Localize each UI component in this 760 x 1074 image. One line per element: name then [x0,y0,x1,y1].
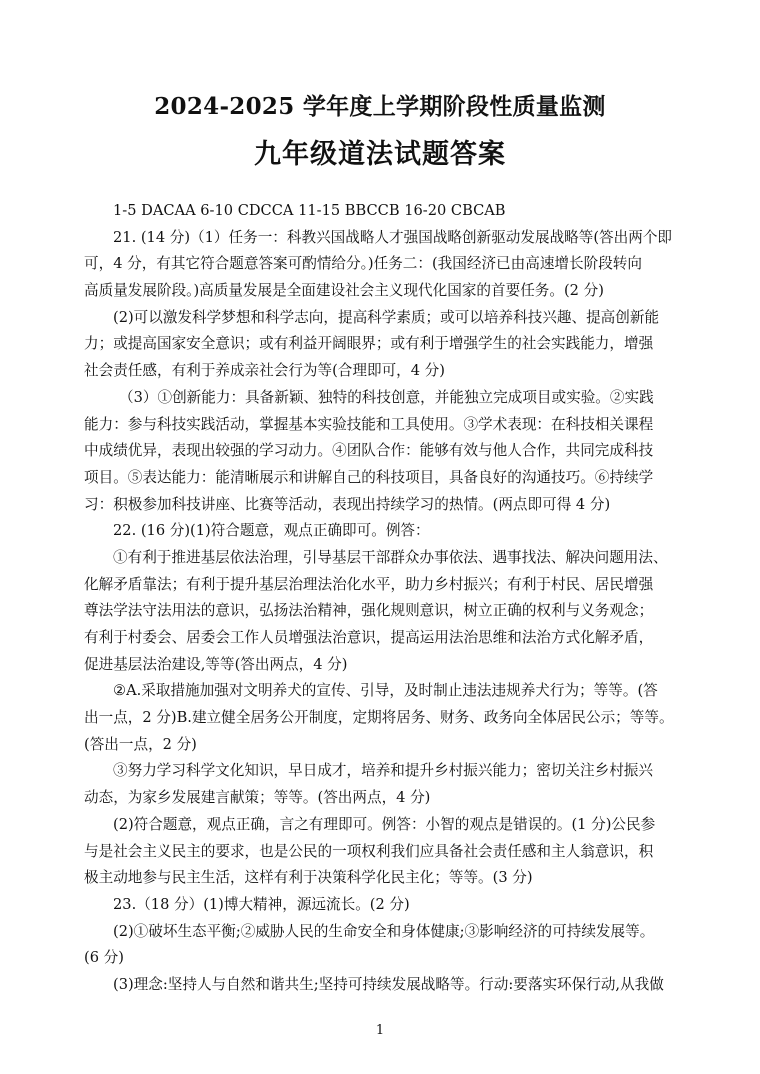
answer-line-mc: 1-5 DACAA 6-10 CDCCA 11-15 BBCCB 16-20 CBCAB [113,202,506,219]
answer-line-q22-9: (答出一点，2 分) [84,735,197,753]
answer-line-q22-14: 极主动地参与民主生活，这样有利于决策科学化民主化；等等。(3 分) [84,869,533,887]
answer-line-q22-5: 有利于村委会、居委会工作人员增强法治意识，提高运用法治思维和法治方式化解矛盾， [84,629,654,646]
answer-line-q21-10: 项目。⑤表达能力：能清晰展示和讲解自己的科技项目，具备良好的沟通技巧。⑥持续学 [84,468,654,486]
document-title: 2024-2025 学年度上学期阶段性质量监测 [154,93,606,120]
answer-body [84,198,680,999]
answer-line-q23-2: (2)①破坏生态平衡;②威胁人民的生命安全和身体健康;③影响经济的可持续发展等。 [113,922,655,940]
answer-line-q22-6: 促进基层法治建设,等等(答出两点，4 分) [84,655,348,673]
answer-line-q23-3: (6 分) [84,949,124,967]
answer-line-q23-4: (3)理念:坚持人与自然和谐共生;坚持可持续发展战略等。行动:要落实环保行动,从我做 [113,975,664,993]
answer-line-q21-11: 习：积极参加科技讲座、比赛等活动，表现出持续学习的热情。(两点即可得 4 分) [84,495,611,513]
answer-line-q21-6: 社会责任感，有利于养成亲社会行为等(合理即可，4 分) [84,362,445,380]
answer-line-q22-7: ②A.采取措施加强对文明养犬的宣传、引导，及时制止违法违规养犬行为；等等。(答 [113,682,658,700]
answer-line-q22-12: (2)符合题意，观点正确，言之有理即可。例答：小智的观点是错误的。(1 分)公民参 [113,815,656,833]
answer-line-q21-5: 力；或提高国家安全意识；或有利益开阔眼界；或有利于增强学生的社会实践能力，增强 [84,335,654,353]
answer-line-q22-2: ①有利于推进基层依法治理，引导基层干部群众办事依法、遇事找法、解决问题用法、 [113,548,668,566]
answer-line-q22-1: 22. (16 分)(1)符合题意，观点正确即可。例答： [113,522,430,540]
answer-line-q21-7: （3）①创新能力：具备新颖、独特的科技创意，并能独立完成项目或实验。②实践 [119,388,654,406]
answer-line-q22-10: ③努力学习科学文化知识，早日成才，培养和提升乡村振兴能力；密切关注乡村振兴 [113,762,653,780]
answer-line-q22-13: 与是社会主义民主的要求，也是公民的一项权利我们应具备社会责任感和主人翁意识，积 [84,842,654,860]
answer-line-q21-9: 中成绩优异，表现出较强的学习动力。④团队合作：能够有效与他人合作，共同完成科技 [84,442,654,460]
answer-line-q22-8: 出一点，2 分)B.建立健全居务公开制度，定期将居务、财务、政务向全体居民公示；等等。 [84,709,674,727]
answer-line-q21-4: (2)可以激发科学梦想和科学志向，提高科学素质；或可以培养科技兴趣、提高创新能 [113,308,660,326]
document-subtitle: 九年级道法试题答案 [254,139,506,170]
answer-line-q22-11: 动态，为家乡发展建言献策；等等。(答出两点，4 分) [84,789,431,807]
page-number: 1 [375,1023,385,1038]
answer-line-q23-1: 23.（18 分）(1)博大精神，源远流长。(2 分) [113,895,410,913]
answer-line-q22-4: 尊法学法守法用法的意识，弘扬法治精神，强化规则意识，树立正确的权利与义务观念； [84,602,654,620]
answer-line-q21-2: 可，4 分，有其它符合题意答案可酌情给分。)任务二：(我国经济已由高速增长阶段转向 [84,255,642,273]
answer-line-q22-3: 化解矛盾靠法；有利于提升基层治理法治化水平，助力乡村振兴；有利于村民、居民增强 [84,575,654,593]
answer-line-q21-3: 高质量发展阶段。)高质量发展是全面建设社会主义现代化国家的首要任务。(2 分) [84,282,604,300]
answer-line-q21-8: 能力：参与科技实践活动，掌握基本实验技能和工具使用。③学术表现：在科技相关课程 [84,415,654,433]
answer-line-q21-1: 21. (14 分)（1）任务一：科教兴国战略人才强国战略创新驱动发展战略等(答出两个即 [113,228,673,246]
